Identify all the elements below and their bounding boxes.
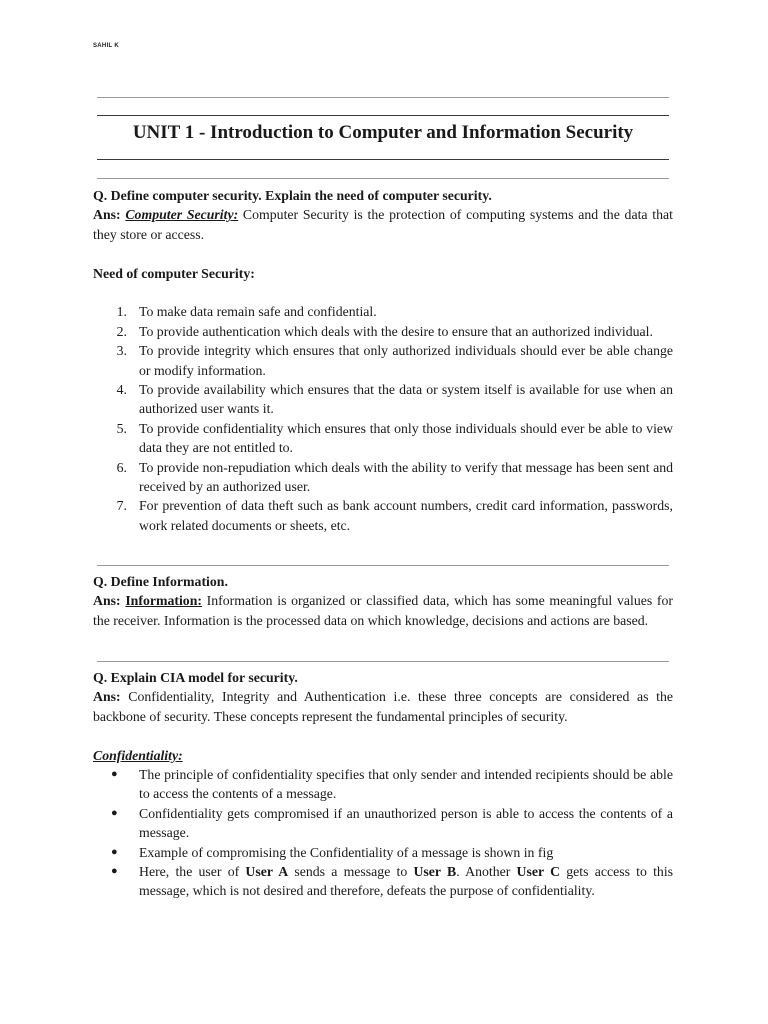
- term: Information:: [125, 593, 202, 609]
- divider: [97, 115, 669, 116]
- divider: [97, 565, 669, 566]
- divider: [97, 97, 669, 98]
- list-item: 6. To provide non-repudiation which deals with the ability to verify that message has been sent and received by an authorized user.: [116, 459, 673, 495]
- list-item: 2. To provide authentication which deals with the desire to ensure that an authorized individual.: [116, 323, 653, 339]
- list-item: 3. To provide integrity which ensures that only authorized individuals should ever be able change or modify information.: [116, 343, 673, 378]
- question-heading: Q. Define computer security. Explain the need of computer security.: [93, 188, 492, 203]
- list-item: ● Confidentiality gets compromised if an unauthorized person is able to access the contents of a message.: [111, 805, 673, 841]
- bullet-icon: ●: [111, 845, 118, 858]
- ans-label: Ans:: [93, 689, 121, 705]
- section-information: [93, 572, 673, 630]
- sub-heading: Need of computer Security:: [93, 265, 255, 281]
- section-cia-model: [93, 668, 673, 901]
- divider: [97, 661, 669, 662]
- question-heading: Q. Define Information.: [93, 574, 228, 589]
- bullet-icon: ●: [111, 806, 118, 819]
- list-item: ● Here, the user of User A sends a message to User B. Another User C gets access to this message, which is not desired and therefore, defeats the purpose of confidentiality.: [111, 864, 674, 899]
- section-computer-security: [93, 186, 673, 535]
- answer-paragraph: [93, 205, 673, 244]
- need-list: [93, 302, 673, 535]
- ans-label: Ans:: [93, 593, 121, 609]
- list-item: ● Example of compromising the Confidentiality of a message is shown in fig: [93, 843, 673, 862]
- list-item: 4. To provide availability which ensures that the data or system itself is available for use when an authorized user wants it.: [116, 382, 673, 417]
- divider: [97, 159, 669, 160]
- question-heading: Q. Explain CIA model for security.: [93, 670, 298, 685]
- list-item: 1. To make data remain safe and confidential.: [116, 304, 377, 320]
- answer-paragraph: [93, 687, 673, 726]
- list-item: 5. To provide confidentiality which ensures that only those individuals should ever be able to view data they are not entitled to.: [116, 420, 673, 456]
- answer-paragraph: [93, 591, 673, 630]
- ans-label: Ans:: [93, 207, 121, 223]
- list-item: 7. For prevention of data theft such as bank account numbers, credit card information, passwords, work related documents or sheets, etc.: [116, 498, 673, 533]
- list-item: ● The principle of confidentiality specifies that only sender and intended recipients should be able to access the contents of a message.: [111, 767, 673, 802]
- divider: [97, 178, 669, 179]
- answer-text: Confidentiality, Integrity and Authentication i.e. these three concepts are considered as the backbone of security. These concepts represent the fundamental principles of security.: [93, 689, 673, 724]
- answer-text: Information is organized or classified data, which has some meaningful values for the receiver. Information is the processed data on which knowledge, decisions and actions are based.: [93, 593, 673, 628]
- bullet-icon: ●: [111, 865, 118, 878]
- confidentiality-list: [93, 765, 673, 901]
- author-name: SAHIL K: [93, 43, 119, 49]
- sub-heading: Confidentiality:: [93, 747, 183, 763]
- page-title: UNIT 1 - Introduction to Computer and Information Security: [132, 122, 634, 143]
- term: Computer Security:: [125, 207, 239, 223]
- answer-text: Computer Security is the protection of computing systems and the data that they store or access.: [93, 207, 673, 242]
- bullet-icon: ●: [111, 768, 118, 781]
